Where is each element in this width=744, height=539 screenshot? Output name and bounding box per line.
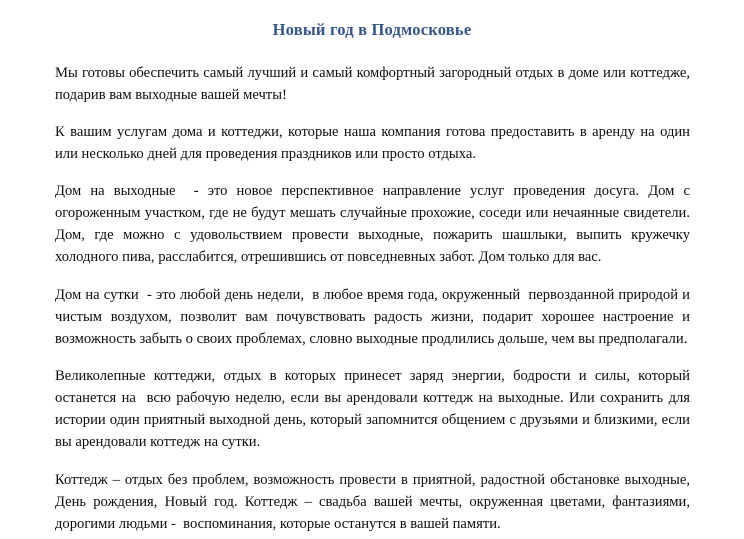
- paragraph-4: Дом на сутки - это любой день недели, в любое время года, окруженный первозданной природой и чистым воздухом, позволит вам почувствовать радость жизни, подарит хорошее настроение и возможность забыть о своих проблемах, словно выходные продлились дольше, чем вы предполагали.: [55, 287, 694, 347]
- document-body: [0, 62, 744, 535]
- paragraph-5: Великолепные коттеджи, отдых в которых принесет заряд энергии, бодрости и силы, который останется на всю рабочую неделю, если вы арендовали коттедж на выходные. Или сохранить для истории один приятный выходной день, который запомнится общением с друзьями и близкими, если вы арендовали коттедж на сутки.: [55, 368, 694, 450]
- paragraph-1: Мы готовы обеспечить самый лучший и самый комфортный загородный отдых в доме или коттедже, подарив вам выходные вашей мечты!: [55, 65, 694, 103]
- paragraph-2: К вашим услугам дома и коттеджи, которые наша компания готова предоставить в аренду на один или несколько дней для проведения праздников или просто отдыха.: [55, 124, 694, 162]
- paragraph-3: Дом на выходные - это новое перспективное направление услуг проведения досуга. Дом с огороженным участком, где не будут мешать случайные прохожие, соседи или нечаянные свидетели. Дом, где можно с удовольствием провести выходные, пожарить шашлыки, выпить кружечку холодного пива, расслабится, отрешившись от повседневных забот. Дом только для вас.: [55, 183, 694, 265]
- page-title: Новый год в Подмосковье: [272, 20, 472, 39]
- paragraph-6: Коттедж – отдых без проблем, возможность провести в приятной, радостной обстановке выходные, День рождения, Новый год. Коттедж – свадьба вашей мечты, окруженная цветами, фантазиями, дорогими людьми - воспоминания, которые останутся в вашей памяти.: [55, 472, 694, 532]
